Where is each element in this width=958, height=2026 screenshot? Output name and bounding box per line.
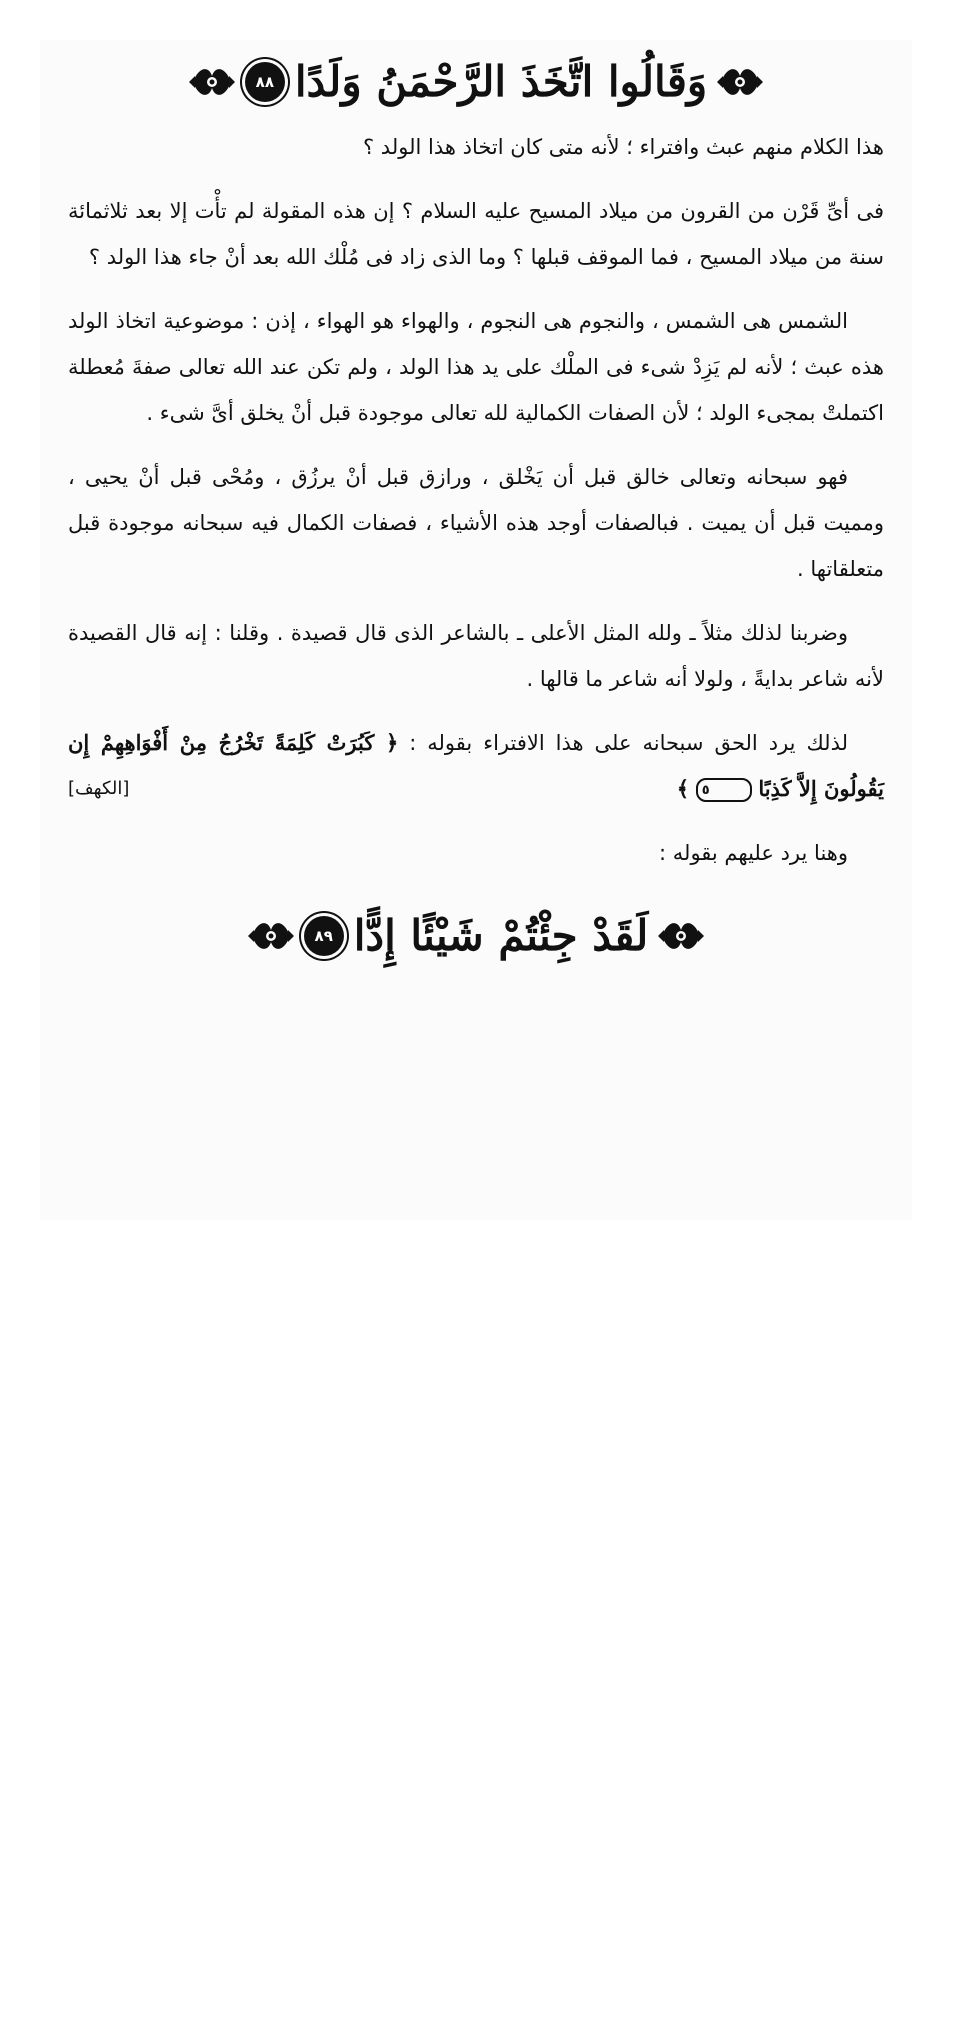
paragraph-3: الشمس هى الشمس ، والنجوم هى النجوم ، والهواء هو الهواء ، إذن : موضوعية اتخاذ الولد هذه عبث ؛ لأنه لم يَزِدْ شىء فى الملْك على يد هذا الولد ، ولم تكن عند الله تعالى صفةَ مُعطلة اكتملتْ بمجىء الولد ؛ لأن الصفات الكمالية لله تعالى موجودة قبل أنْ يخلق أىَّ شىء . [68,309,884,425]
footer-verse-text: لَقَدْ جِئْتُمْ شَيْئًا إِدًّا [353,910,649,960]
paragraph-5: وضربنا لذلك مثلاً ـ ولله المثل الأعلى ـ بالشاعر الذى قال قصيدة . وقلنا : إنه قال القصيدة لأنه شاعر بدايةً ، ولولا أنه شاعر ما قالها . [68,621,884,691]
header-ayah-number: ٨٨ [245,62,285,102]
quote-close-bracket: ﴾ [676,776,689,801]
book-page [40,40,912,1220]
ornament-left-bottom-icon [248,916,294,956]
quran-quote: ﴿ كَبُرَتْ كَلِمَةً تَخْرُجُ مِنْ أَفْوَاهِهِمْ إِن يَقُولُونَ إِلاَّ كَذِبًا [68,730,884,801]
ornament-left-icon [189,62,235,102]
header-verse-text: وَقَالُوا اتَّخَذَ الرَّحْمَنُ وَلَدًا [294,56,708,106]
header-verse-banner [68,40,884,124]
page-body [68,124,884,876]
quote-ayah-number: ٥ [696,778,752,802]
paragraph-4: فهو سبحانه وتعالى خالق قبل أن يَخْلق ، ورازق قبل أنْ يرزُق ، ومُحْى قبل أنْ يحيى ، ومميت قبل أن يميت . فبالصفات أوجد هذه الأشياء ، فصفات الكمال فيه سبحانه موجودة قبل متعلقاتها . [68,465,884,581]
paragraph-1: هذا الكلام منهم عبث وافتراء ؛ لأنه متى كان اتخاذ هذا الولد ؟ [362,135,884,159]
surah-citation: [الكهف] [68,778,130,799]
ornament-right-icon [717,62,763,102]
quote-paragraph [68,720,884,812]
closing-line: وهنا يرد عليهم بقوله : [659,841,848,865]
paragraph-2: فى أىِّ قَرْن من القرون من ميلاد المسيح عليه السلام ؟ إن هذه المقولة لم تأْت إلا بعد ثلاثمائة سنة من ميلاد المسيح ، فما الموقف قبلها ؟ وما الذى زاد فى مُلْك الله بعد أنْ جاء هذا الولد ؟ [68,199,884,269]
footer-ayah-number: ٨٩ [304,916,344,956]
footer-verse-banner [68,894,884,978]
quote-intro: لذلك يرد الحق سبحانه على هذا الافتراء بقوله : [409,731,848,755]
ornament-right-bottom-icon [658,916,704,956]
